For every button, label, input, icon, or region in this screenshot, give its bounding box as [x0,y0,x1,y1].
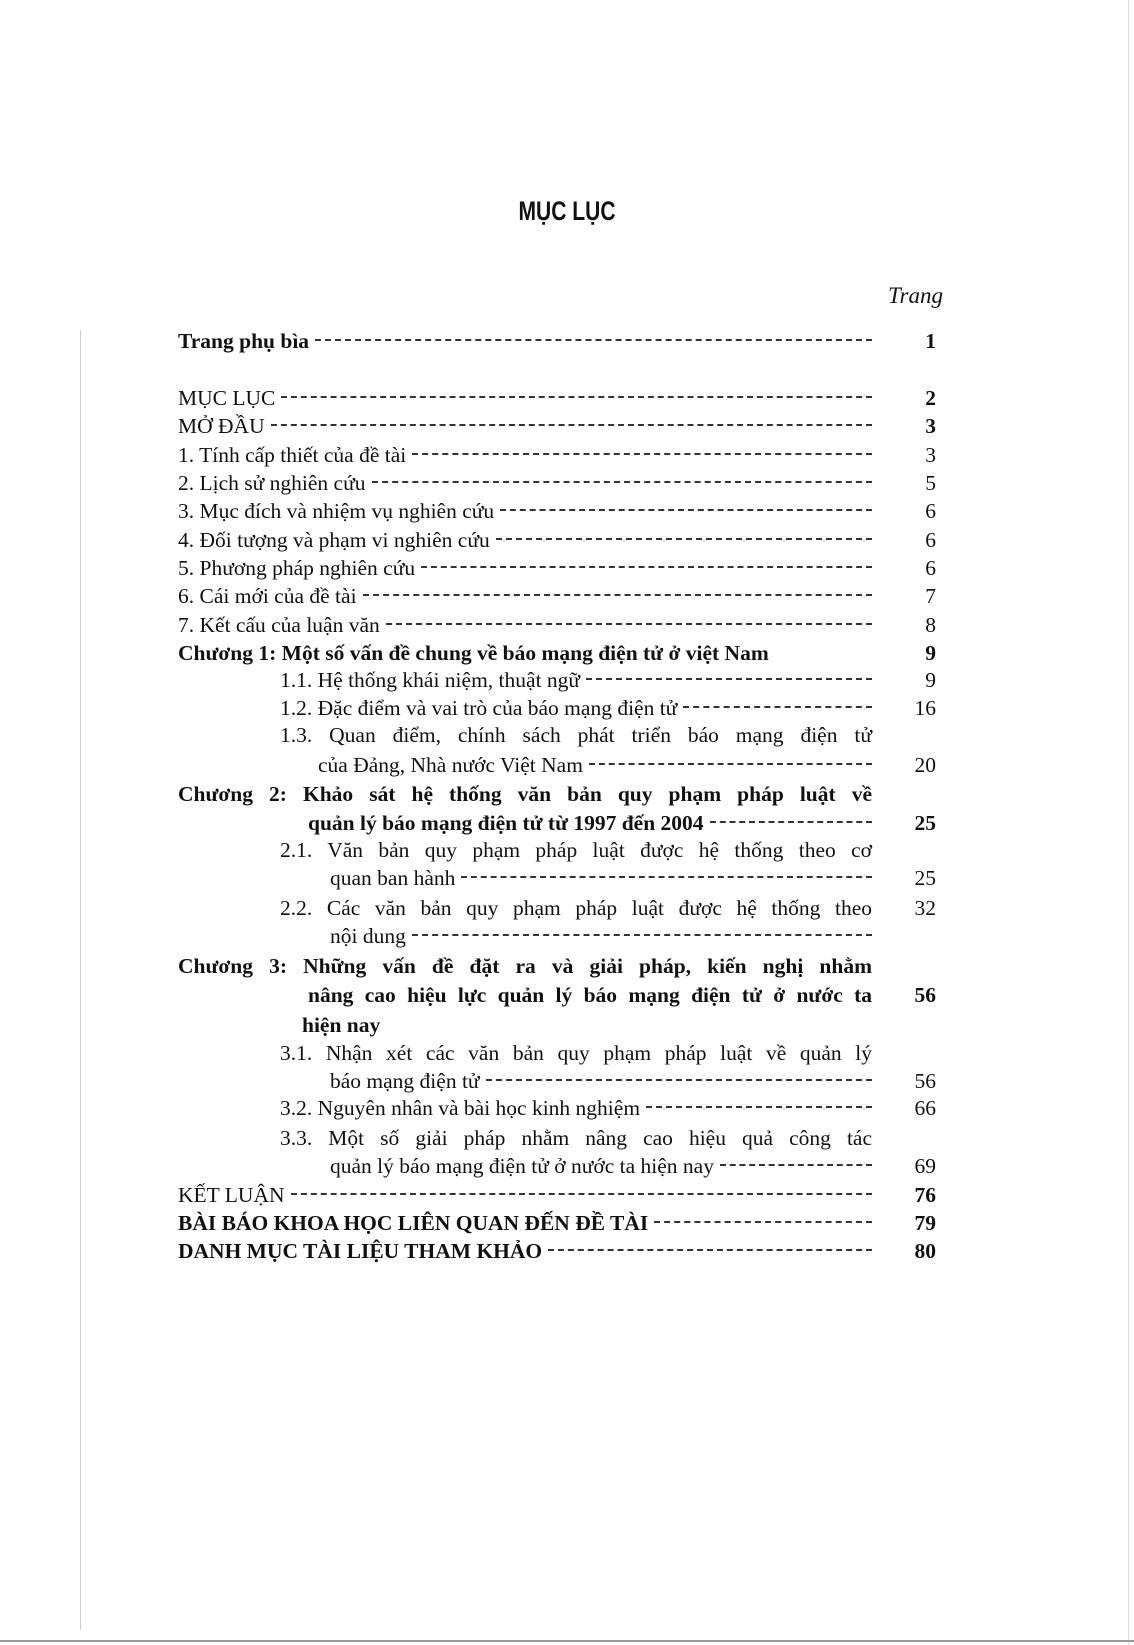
dot-leader [720,1164,872,1166]
dot-leader [654,1221,872,1223]
toc-page-number: 56 [914,1069,936,1093]
toc-entry-text: quan ban hành [330,866,456,890]
dot-leader [589,763,872,765]
dot-leader [548,1249,872,1251]
toc-entry-text: Trang phụ bìa [178,329,310,353]
toc-page-number: 9 [925,668,936,692]
dot-leader [683,706,872,708]
toc-entry-text: MỤC LỤC [178,386,276,410]
toc-entry-text: 1. Tính cấp thiết của đề tài [178,443,407,467]
dot-leader [461,876,872,878]
toc-page-number: 1 [925,329,936,353]
dot-leader [421,566,872,568]
toc-entry-text: 4. Đối tượng và phạm vi nghiên cứu [178,528,490,552]
dot-leader [412,934,872,936]
dot-leader [291,1193,873,1195]
page-title: MỤC LỤC [518,196,616,226]
toc-page-number: 3 [925,443,936,467]
toc-entry-text: 3. Mục đích và nhiệm vụ nghiên cứu [178,499,495,523]
toc-page-number: 76 [914,1183,936,1207]
toc-entry-text: Chương 3: Những vấn đề đặt ra và giải pháp, kiến nghị nhằm [178,954,872,978]
toc-page-number: 56 [914,983,936,1007]
dot-leader [496,538,872,540]
scan-bottom-edge [0,1640,1134,1642]
toc-page-number: 20 [914,753,936,777]
toc-page-number: 6 [925,528,936,552]
toc-page-number: 25 [914,866,936,890]
toc-page-number: 32 [914,896,936,920]
toc-page-number: 16 [914,696,936,720]
toc-page-number: 2 [925,386,936,410]
toc-page-number: 8 [925,613,936,637]
scan-edge [1128,0,1129,1645]
toc-entry-text: 7. Kết cấu của luận văn [178,613,380,637]
toc-entry-text: Chương 2: Khảo sát hệ thống văn bản quy phạm pháp luật về [178,782,872,806]
toc-entry-text: MỞ ĐẦU [178,414,265,438]
dot-leader [363,594,872,596]
toc-entry-text: 1.3. Quan điểm, chính sách phát triển báo mạng điện tử [280,723,872,747]
toc-page-number: 9 [925,641,936,665]
toc-page-number: 7 [925,584,936,608]
dot-leader [486,1079,872,1081]
scan-margin-line [80,330,81,1630]
toc-entry-text: 3.3. Một số giải pháp nhằm nâng cao hiệu quả công tác [280,1126,872,1150]
toc-page-number: 5 [925,471,936,495]
dot-leader [386,623,872,625]
dot-leader [315,339,872,341]
dot-leader [500,509,872,511]
page-column-header: Trang [888,283,943,308]
toc-page-number: 6 [925,499,936,523]
toc-page-number: 79 [914,1211,936,1235]
toc-entry-text: 3.1. Nhận xét các văn bản quy phạm pháp luật về quản lý [280,1041,872,1065]
toc-page-number: 69 [914,1154,936,1178]
toc-entry-text: DANH MỤC TÀI LIỆU THAM KHẢO [178,1239,543,1263]
toc-entry-text: quản lý báo mạng điện tử ở nước ta hiện nay [330,1154,714,1178]
dot-leader [710,821,872,823]
toc-page-number: 6 [925,556,936,580]
dot-leader [372,481,872,483]
toc-entry-text: quản lý báo mạng điện tử từ 1997 đến 2004 [308,811,704,835]
toc-page-number: 66 [914,1096,936,1120]
toc-entry-text: 6. Cái mới của đề tài [178,584,357,608]
toc-entry-text: 1.1. Hệ thống khái niệm, thuật ngữ [280,668,581,692]
toc-entry-text: của Đảng, Nhà nước Việt Nam [318,753,583,777]
toc-entry-text: nội dung [330,924,406,948]
toc-entry-text: nâng cao hiệu lực quản lý báo mạng điện tử ở nước ta [308,983,872,1007]
toc-page-number: 25 [914,811,936,835]
toc-entry-text: hiện nay [302,1013,381,1037]
dot-leader [646,1106,872,1108]
toc-entry-text: báo mạng điện tử [330,1069,480,1093]
dot-leader [412,453,872,455]
toc-entry-text: 5. Phương pháp nghiên cứu [178,556,416,580]
toc-entry-text: KẾT LUẬN [178,1183,285,1207]
toc-page-number: 80 [914,1239,936,1263]
dot-leader [586,678,872,680]
toc-entry-text: Chương 1: Một số vấn đề chung về báo mạng điện tử ở việt Nam [178,641,769,665]
toc-page-number: 3 [925,414,936,438]
dot-leader [271,424,872,426]
toc-entry-text: 1.2. Đặc điểm và vai trò của báo mạng điện tử [280,696,678,720]
toc-entry-text: BÀI BÁO KHOA HỌC LIÊN QUAN ĐẾN ĐỀ TÀI [178,1211,649,1235]
toc-entry-text: 2.2. Các văn bản quy phạm pháp luật được hệ thống theo [280,896,872,920]
toc-entry-text: 2.1. Văn bản quy phạm pháp luật được hệ thống theo cơ [280,838,872,862]
toc-entry-text: 2. Lịch sử nghiên cứu [178,471,366,495]
toc-entry-text: 3.2. Nguyên nhân và bài học kinh nghiệm [280,1096,641,1120]
dot-leader [281,396,872,398]
